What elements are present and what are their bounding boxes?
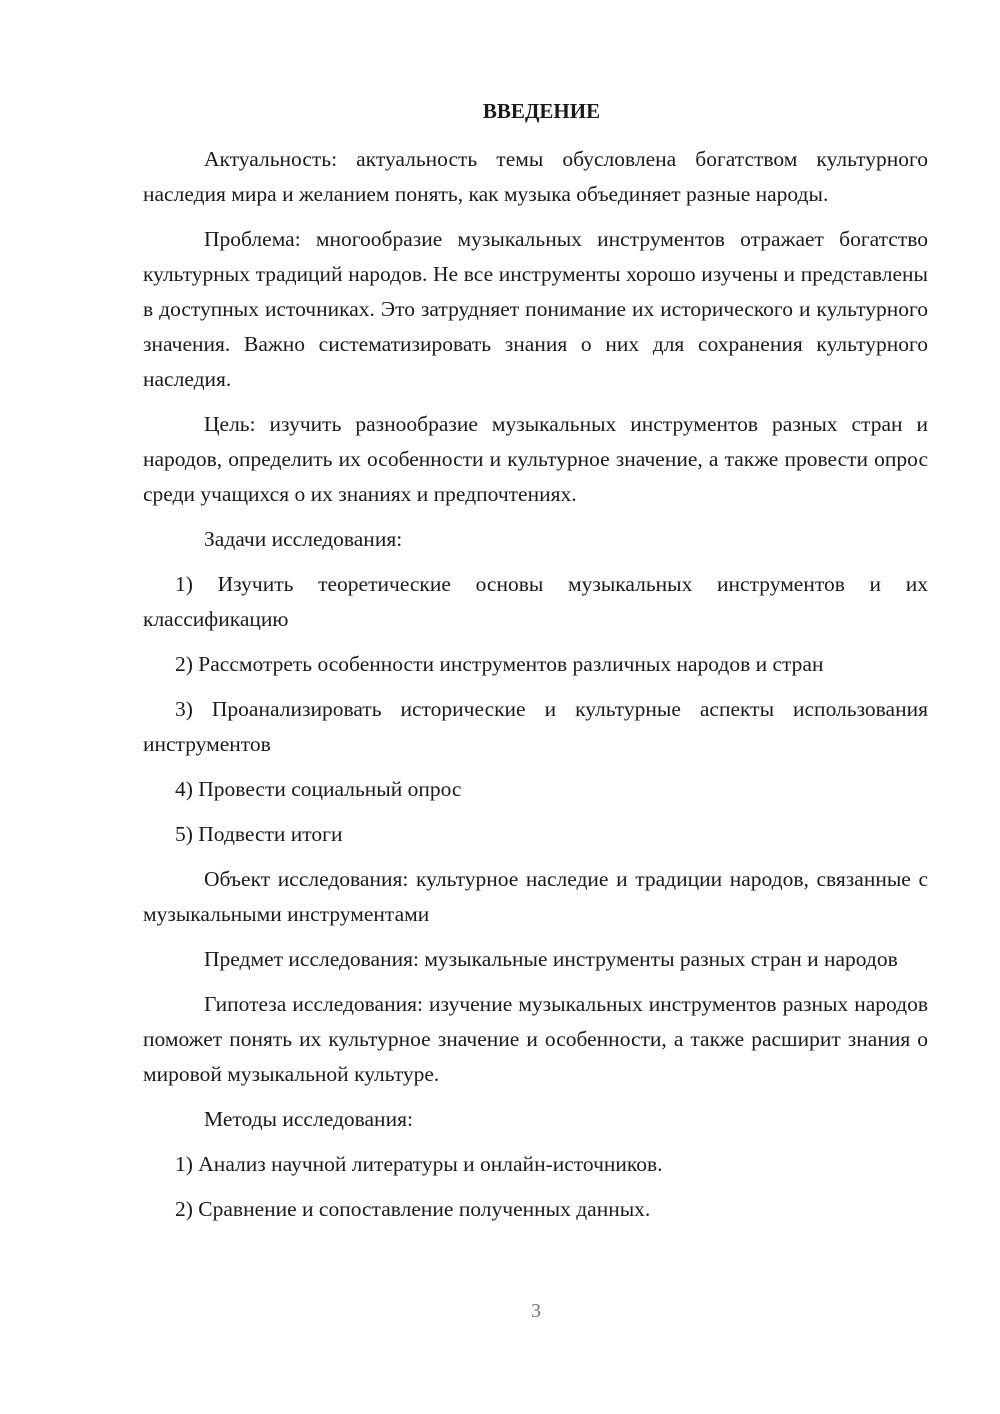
document-body [143,96,928,1237]
page-title: ВВЕДЕНИЕ [482,99,601,123]
list-item-task-5: 5) Подвести итоги [175,822,343,846]
list-item-task-1: 1) Изучить теоретические основы музыкальных инструментов и их классификацию [143,572,928,631]
list-item-task-2: 2) Рассмотреть особенности инструментов различных народов и стран [175,652,824,676]
paragraph-tasks-heading: Задачи исследования: [204,527,403,551]
list-item-method-2: 2) Сравнение и сопоставление полученных данных. [175,1197,651,1221]
list-item-task-4: 4) Провести социальный опрос [175,777,462,801]
paragraph-methods-heading: Методы исследования: [204,1107,413,1131]
paragraph-problem: Проблема: многообразие музыкальных инструментов отражает богатство культурных традиций народов. Не все инструменты хорошо изучены и представлены в доступных источниках. Это затрудняет понимание их исторического и культурного значения. Важно систематизировать знания о них для сохранения культурного наследия. [143,227,928,391]
paragraph-object: Объект исследования: культурное наследие и традиции народов, связанные с музыкальными инструментами [143,867,928,926]
page-number: 3 [531,1300,541,1322]
paragraph-goal: Цель: изучить разнообразие музыкальных инструментов разных стран и народов, определить их особенности и культурное значение, а также провести опрос среди учащихся о их знаниях и предпочтениях. [143,412,928,506]
list-item-task-3: 3) Проанализировать исторические и культурные аспекты использования инструментов [143,697,928,756]
list-item-method-1: 1) Анализ научной литературы и онлайн-источников. [175,1152,663,1176]
paragraph-subject: Предмет исследования: музыкальные инструменты разных стран и народов [204,947,898,971]
paragraph-hypothesis: Гипотеза исследования: изучение музыкальных инструментов разных народов поможет понять их культурное значение и особенности, а также расширит знания о мировой музыкальной культуре. [143,992,928,1086]
paragraph-relevance: Актуальность: актуальность темы обусловлена богатством культурного наследия мира и желанием понять, как музыка объединяет разные народы. [143,147,928,206]
